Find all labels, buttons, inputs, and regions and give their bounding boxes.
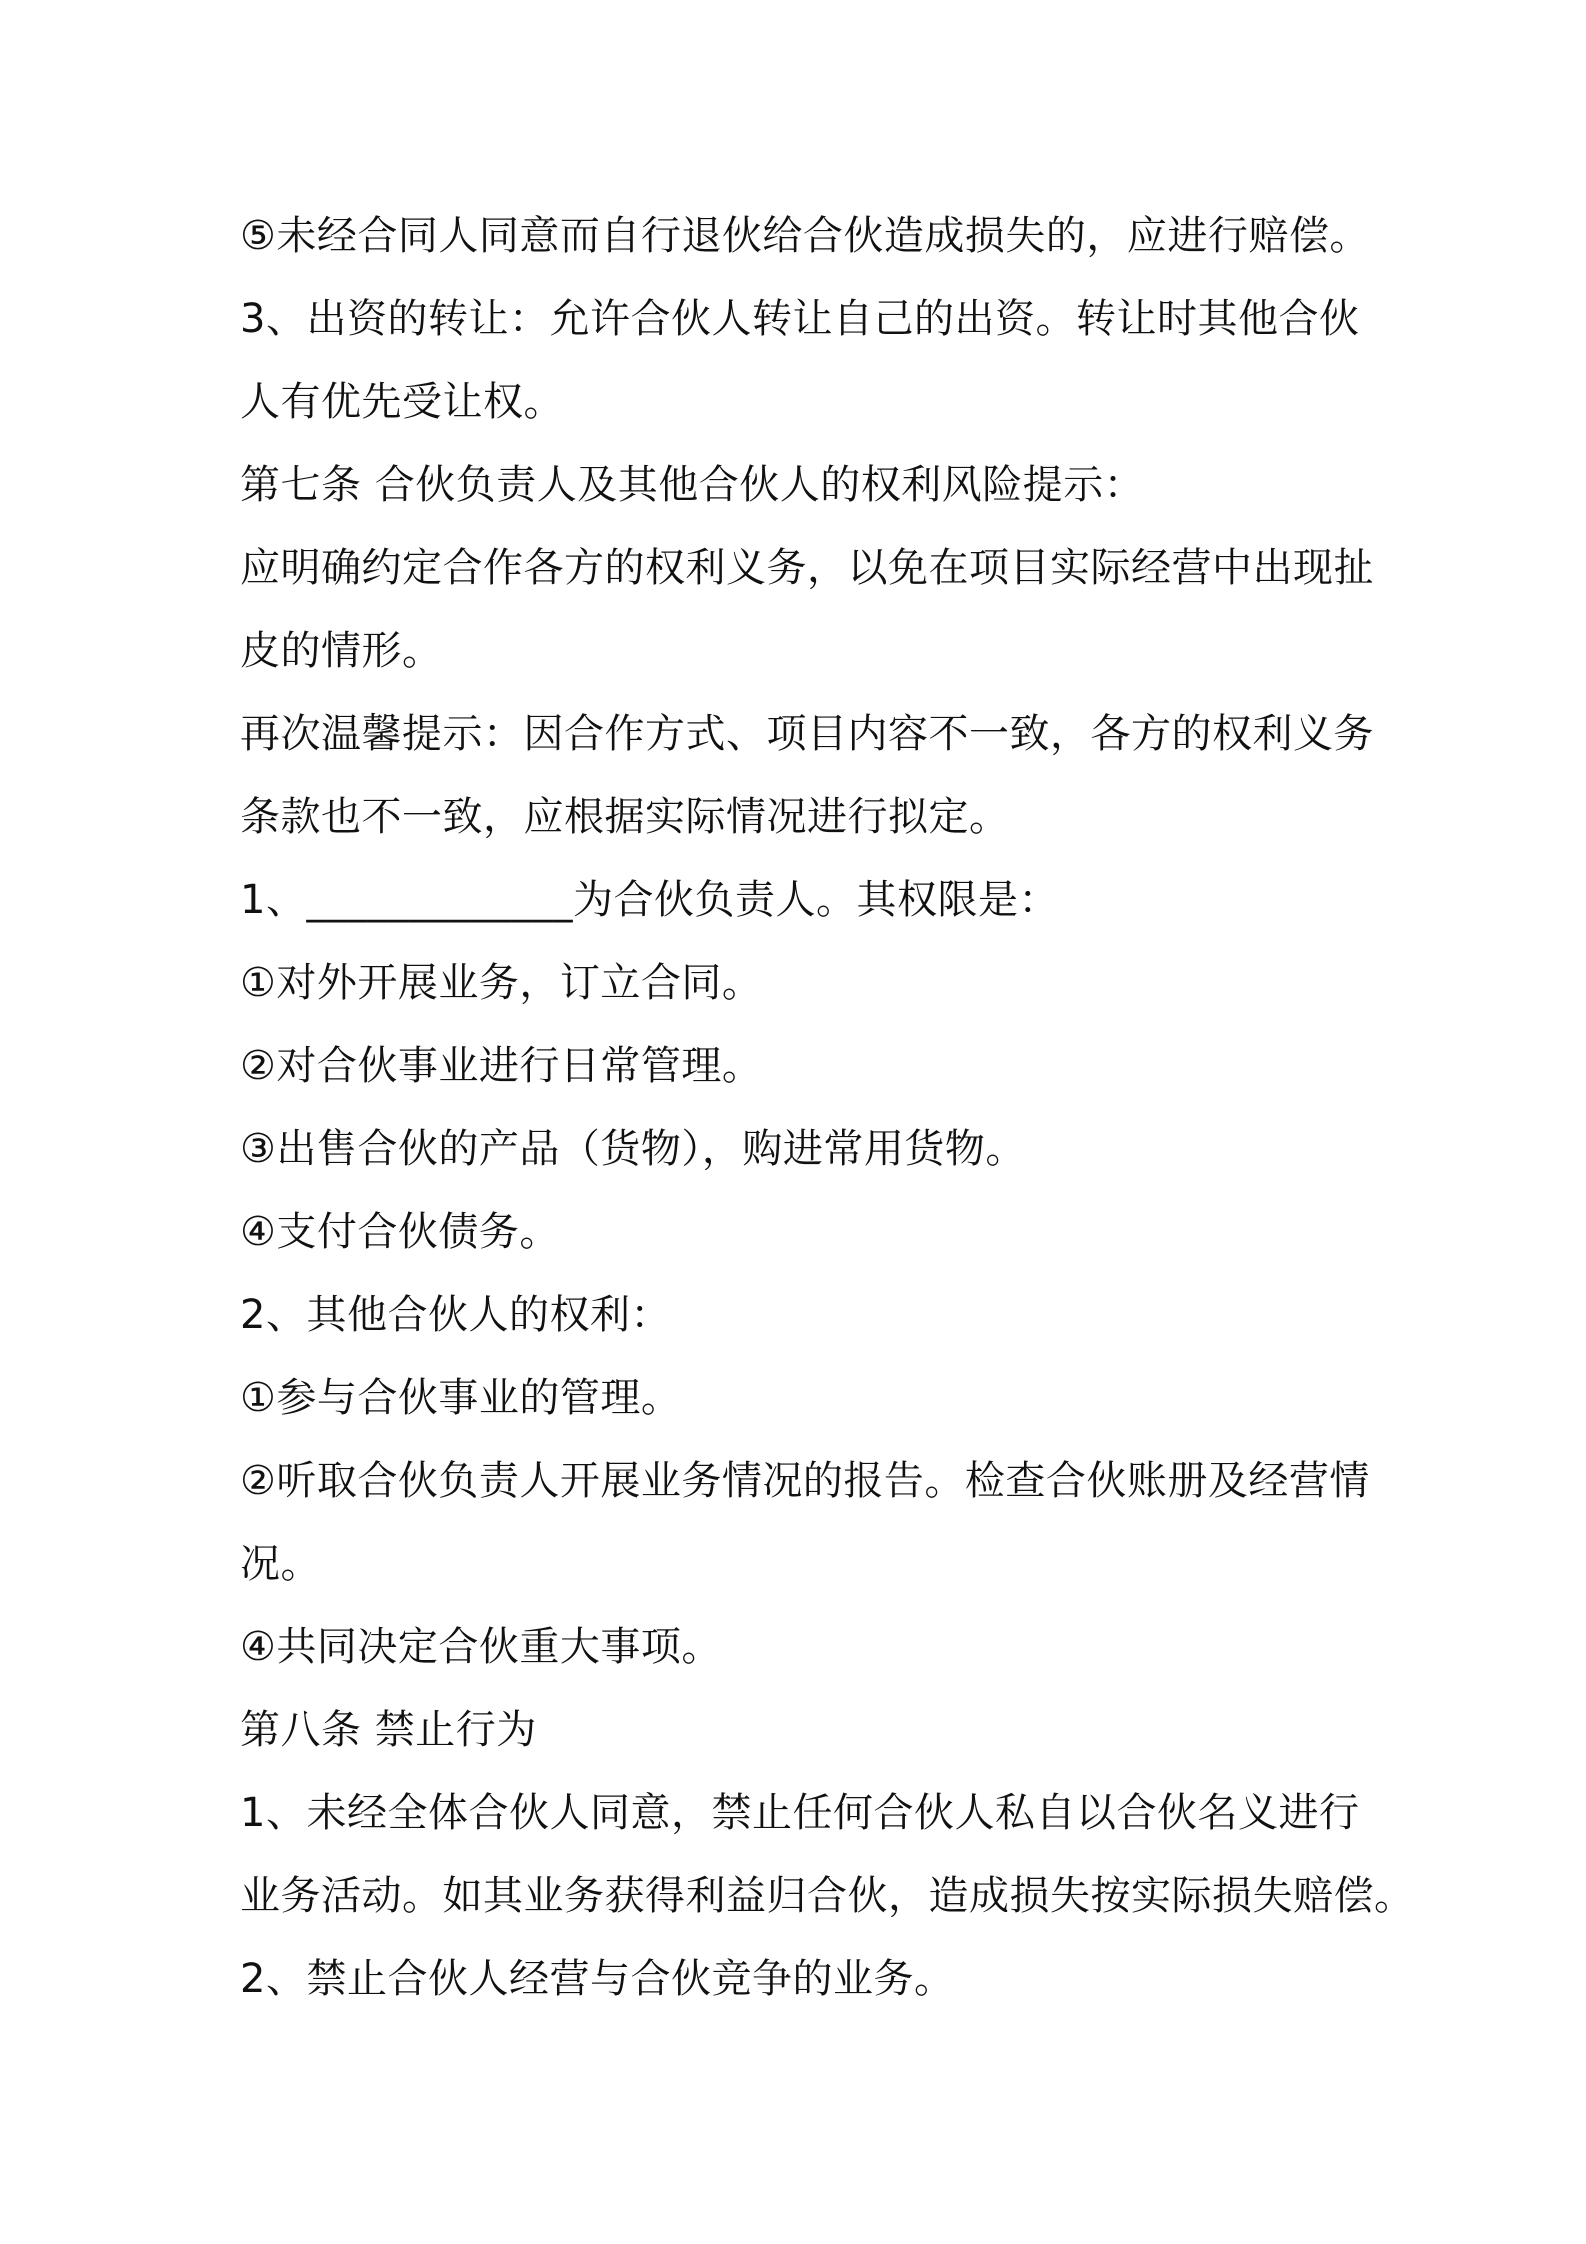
list-item: ②听取合伙负责人开展业务情况的报告。检查合伙账册及经营情	[240, 1458, 1370, 1504]
paragraph-line: 再次温馨提示：因合作方式、项目内容不一致，各方的权利义务	[240, 711, 1374, 757]
paragraph-line: 1、未经全体合伙人同意，禁止任何合伙人私自以合伙名义进行	[240, 1790, 1360, 1836]
paragraph-line: 况。	[240, 1541, 321, 1587]
list-item: ④支付合伙债务。	[240, 1209, 560, 1255]
paragraph-line: 1、_____________为合伙负责人。其权限是：	[240, 877, 1059, 923]
paragraph-line: 2、其他合伙人的权利：	[240, 1292, 671, 1338]
list-item: ①参与合伙事业的管理。	[240, 1375, 682, 1421]
paragraph-line: 皮的情形。	[240, 628, 443, 674]
paragraph-line: ⑤未经合同人同意而自行退伙给合伙造成损失的，应进行赔偿。	[240, 213, 1370, 259]
paragraph-line: 业务活动。如其业务获得利益归合伙，造成损失按实际损失赔偿。	[240, 1873, 1415, 1919]
section-heading: 第八条 禁止行为	[240, 1707, 537, 1753]
document-body	[240, 195, 1415, 2021]
paragraph-line: 条款也不一致，应根据实际情况进行拟定。	[240, 794, 1010, 840]
list-item: ②对合伙事业进行日常管理。	[240, 1043, 763, 1089]
list-item: ③出售合伙的产品（货物），购进常用货物。	[240, 1126, 1026, 1172]
paragraph-line: 3、出资的转让：允许合伙人转让自己的出资。转让时其他合伙	[240, 296, 1360, 342]
paragraph-line: 应明确约定合作各方的权利义务，以免在项目实际经营中出现扯	[240, 545, 1374, 591]
list-item: ④共同决定合伙重大事项。	[240, 1624, 722, 1670]
section-heading: 第七条 合伙负责人及其他合伙人的权利风险提示：	[240, 462, 1145, 508]
paragraph-line: 人有优先受让权。	[240, 379, 564, 425]
list-item: ①对外开展业务，订立合同。	[240, 960, 763, 1006]
paragraph-line: 2、禁止合伙人经营与合伙竞争的业务。	[240, 1956, 955, 2002]
